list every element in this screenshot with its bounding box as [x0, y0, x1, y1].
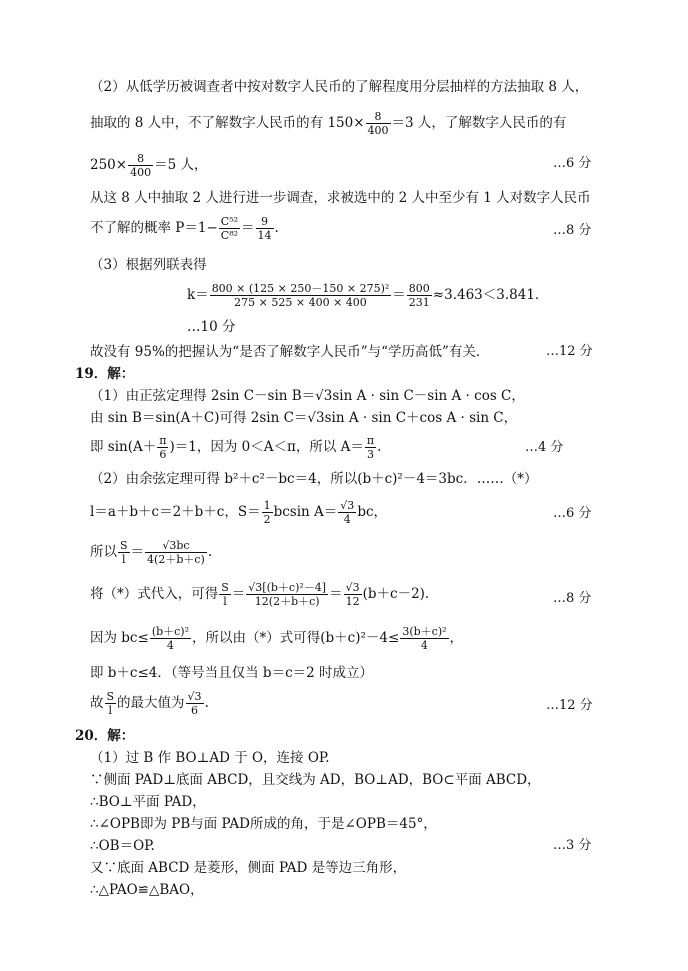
- text-span: 抽取的 8 人中，不了解数字人民币的有 150×: [90, 115, 365, 131]
- text-span: k＝: [187, 287, 209, 303]
- text-line: [90, 110, 566, 137]
- denominator: 4: [343, 513, 351, 526]
- fraction: [210, 282, 392, 309]
- fraction: [157, 434, 168, 461]
- fraction: [145, 539, 207, 566]
- fraction: [105, 690, 117, 717]
- denominator: 4: [166, 639, 174, 652]
- fraction: [366, 110, 391, 137]
- denominator: 6: [159, 448, 167, 461]
- text-span: bcsin A＝: [273, 504, 338, 520]
- numerator: 800: [408, 282, 430, 295]
- text-span: )＝1，因为 0＜A＜π，所以 A＝: [169, 439, 364, 455]
- text-span: ＝5 人，: [154, 157, 208, 173]
- numerator: S: [106, 690, 115, 703]
- numerator: √3: [340, 499, 355, 512]
- fraction: [128, 152, 153, 179]
- text-line: [90, 152, 207, 179]
- fraction: [219, 215, 240, 242]
- numerator: π: [366, 434, 375, 447]
- denominator: 12(2＋b＋c): [254, 595, 320, 608]
- text-line: 故没有 95%的把握认为“是否了解数字人民币”与“学历高低”有关．: [90, 344, 490, 360]
- numerator: 8: [366, 110, 391, 124]
- text-span: 不了解的概率 P＝1−: [90, 220, 218, 236]
- fraction: [365, 434, 376, 461]
- text-line: ∵侧面 PAD⊥底面 ABCD，且交线为 AD，BO⊥AD，BO⊂平面 ABCD，: [90, 772, 541, 788]
- text-line: （2）由余弦定理可得 b²＋c²－bc＝4，所以(b＋c)²－4＝3bc．……（*）: [90, 471, 538, 487]
- fraction: [262, 499, 273, 526]
- text-line: 从这 8 人中抽取 2 人进行进一步调查，求被选中的 2 人中至少有 1 人对数字人民币: [90, 190, 591, 206]
- text-line: （3）根据列联表得: [90, 257, 207, 273]
- fraction: [246, 581, 328, 608]
- text-span: 的最大值为: [117, 695, 185, 711]
- text-line: （1）过 B 作 BO⊥AD 于 O，连接 OP.: [90, 750, 330, 766]
- numerator: 800 × (125 × 250－150 × 275)²: [211, 282, 390, 295]
- score-mark: …3 分: [553, 838, 592, 853]
- denominator: 14: [257, 229, 272, 242]
- numerator: C⁵²: [220, 215, 239, 228]
- score-mark: …8 分: [553, 591, 592, 606]
- numerator: S: [120, 539, 128, 552]
- question-number: 19．解：: [75, 366, 135, 382]
- fraction: [219, 581, 231, 608]
- numerator: (b＋c)²: [151, 625, 190, 638]
- numerator: π: [159, 434, 167, 447]
- text-span: (b＋c－2)．: [362, 586, 439, 602]
- question-number: 20．解：: [75, 728, 135, 744]
- score-mark: …10 分: [187, 319, 236, 335]
- score-mark: …6 分: [553, 156, 592, 171]
- numerator: √3: [345, 581, 360, 594]
- text-span: 即 sin(A＋: [90, 439, 157, 455]
- fraction: [338, 499, 356, 526]
- text-line: 因为 bc≤ $\frac{\text{(b＋c)²}}{4}$ ，所以由（*）式可得(b＋c)²－4≤ $\frac{\text{3(b＋c)²}}{4}$ ，: [90, 625, 464, 652]
- text-line: 所以 $\frac{S}{l}$ ＝ $\frac{√3bc}{4(2+b+c)}$ .: [90, 539, 213, 566]
- fraction: [256, 215, 274, 242]
- numerator: √3bc: [145, 539, 207, 553]
- fraction: [344, 581, 362, 608]
- text-span: ＝3 人，了解数字人民币的有: [391, 115, 567, 131]
- text-line: 即 sin(A＋ $\frac{\pi}{6}$ )＝1，因为 0＜A＜π，所以 A＝ $\frac{\pi}{3}$ .: [90, 434, 382, 461]
- denominator: 400: [367, 124, 389, 137]
- text-line: 由 sin B＝sin(A＋C)可得 2sin C＝√3sin A · sin C＋cos A · sin C，: [90, 410, 518, 426]
- numerator: √3: [187, 690, 202, 703]
- text-span: 故: [90, 695, 104, 711]
- denominator: 275 × 525 × 400 × 400: [234, 296, 367, 309]
- denominator: 231: [408, 296, 430, 309]
- denominator: 3: [367, 448, 374, 461]
- text-line: [90, 499, 387, 526]
- text-span: 250×: [90, 157, 128, 173]
- text-span: ≈3.463＜3.841．: [432, 287, 549, 303]
- denominator: 4: [420, 639, 428, 652]
- text-line: ∴∠OPB即为 PB与面 PAD所成的角，于是∠OPB＝45°，: [90, 816, 437, 832]
- text-line: 不了解的概率 P＝1− $\frac{\text{C⁵²}}{\text{C⁸²}}$ ＝ $\frac{9}{14}$ .: [90, 215, 279, 242]
- text-line: 即 b＋c≤4．（等号当且仅当 b＝c＝2 时成立）: [90, 665, 374, 681]
- fraction: [150, 625, 191, 652]
- text-span: 所以: [90, 544, 117, 560]
- numerator: 3(b＋c)²: [402, 625, 447, 638]
- score-mark: …12 分: [546, 698, 593, 713]
- numerator: 8: [128, 152, 153, 166]
- denominator: l: [223, 595, 227, 608]
- denominator: C⁸²: [220, 229, 239, 242]
- text-line: 将（*）式代入，可得 $\frac{S}{l}$ ＝ $\frac{\text{√3[(b＋c)²－4]}}{12(2+b+c)}$ ＝ $\frac{√3}{12}$ (b＋c－2)．: [90, 581, 439, 608]
- denominator: l: [108, 704, 113, 717]
- denominator: l: [122, 553, 126, 566]
- denominator: 6: [191, 704, 199, 717]
- formula-k: k＝ $\frac{\text{800 × (125 × 250－150 × 275)²}}{275 \times 525 \times 400 \times 400}$ ＝ $\frac{800}{231}$ ≈3.463＜3.841．: [187, 282, 549, 309]
- score-mark: …6 分: [553, 506, 592, 521]
- numerator: S: [221, 581, 229, 594]
- text-line: ∴△PAO≌△BAO，: [90, 882, 204, 898]
- numerator: 9: [256, 215, 274, 229]
- score-mark: …4 分: [525, 440, 564, 455]
- numerator: 1: [263, 499, 271, 512]
- text-line: 故 $\frac{S}{l}$ 的最大值为 $\frac{√3}{6}$ .: [90, 690, 209, 717]
- text-line: ∴BO⊥平面 PAD，: [90, 794, 206, 810]
- text-line: （1）由正弦定理得 2sin C－sin B＝√3sin A · sin C－sin A · cos C，: [90, 388, 525, 404]
- denominator: 4(2＋b＋c): [147, 553, 205, 566]
- denominator: 2: [263, 513, 271, 526]
- text-line: 又∵底面 ABCD 是菱形，侧面 PAD 是等边三角形，: [90, 860, 407, 876]
- fraction: [186, 690, 204, 717]
- denominator: 12: [345, 595, 360, 608]
- text-span: bc，: [357, 504, 388, 520]
- text-line: ∴OB＝OP.: [90, 838, 155, 854]
- text-span: 将（*）式代入，可得: [90, 586, 219, 602]
- score-mark: …8 分: [553, 223, 592, 238]
- fraction: [118, 539, 130, 566]
- fraction: [400, 625, 448, 652]
- text-span: ，所以由（*）式可得(b＋c)²－4≤: [192, 630, 400, 646]
- score-mark: …12 分: [546, 344, 593, 359]
- denominator: 400: [130, 166, 152, 179]
- fraction: [407, 282, 432, 309]
- text-span: l＝a＋b＋c＝2＋b＋c，S＝: [90, 504, 261, 520]
- text-span: 因为 bc≤: [90, 630, 149, 646]
- numerator: √3[(b＋c)²－4]: [248, 581, 327, 594]
- text-line: （2）从低学历被调查者中按对数字人民币的了解程度用分层抽样的方法抽取 8 人，: [90, 79, 589, 95]
